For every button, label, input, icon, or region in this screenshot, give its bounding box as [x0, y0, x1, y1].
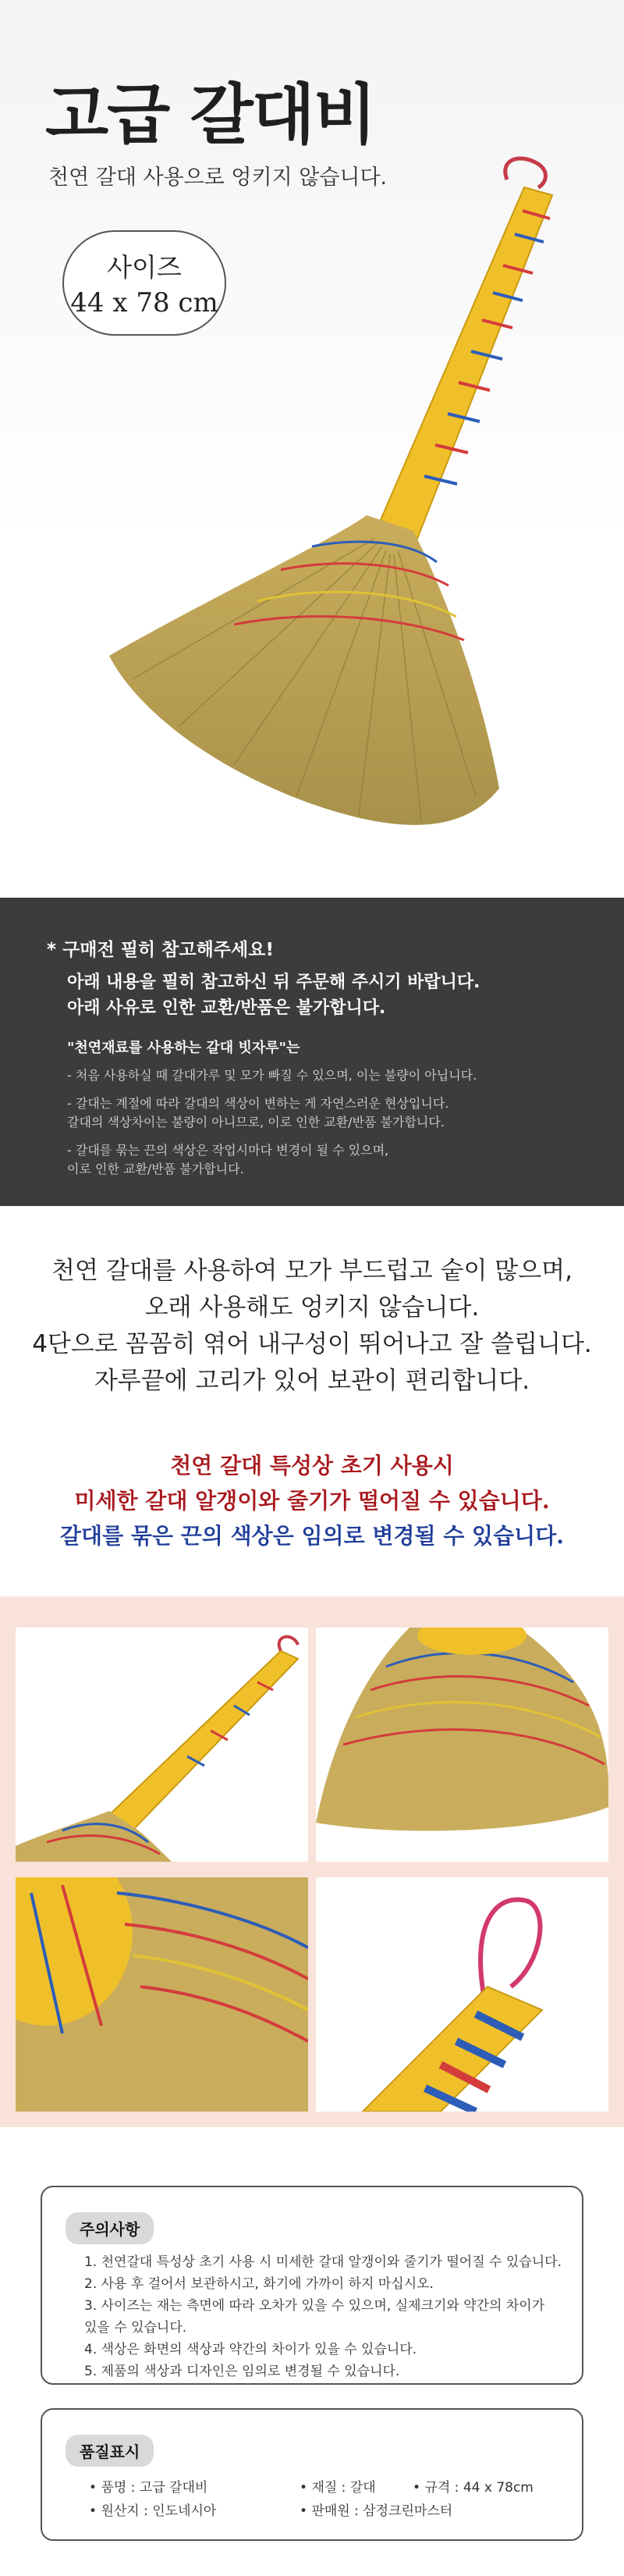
notice-intro-line-1: 아래 내용을 필히 참고하신 뒤 주문해 주시기 바랍니다.: [67, 973, 480, 992]
gallery-photo-handle: [16, 1628, 308, 1862]
photo-gallery: [0, 1596, 624, 2127]
quality-size: • 규격 : 44 x 78cm: [413, 2476, 534, 2496]
warning-text: [0, 1448, 624, 1553]
hero-section: [0, 0, 624, 898]
caution-item: 3. 사이즈는 재는 측면에 따라 오차가 있을 수 있으며, 실제크기와 약간의 차이가 있을 수 있습니다.: [84, 2298, 545, 2336]
caution-box: [41, 2186, 583, 2385]
description-text: [0, 1253, 624, 1400]
product-title: 고급 갈대비: [45, 76, 375, 153]
caution-item: 2. 사용 후 걸어서 보관하시고, 화기에 가까이 하지 마십시오.: [84, 2276, 434, 2292]
quality-info: [89, 2474, 557, 2521]
size-badge: [62, 230, 226, 336]
size-label: 사이즈: [107, 252, 182, 283]
warning-line-3: 갈대를 묶은 끈의 색상은 임의로 변경될 수 있습니다.: [60, 1523, 564, 1549]
quality-origin: • 원산지 : 인도네시아: [89, 2500, 300, 2519]
notice-title: * 구매전 필히 참고해주세요!: [47, 940, 274, 960]
notice-intro-line-2: 아래 사유로 인한 교환/반품은 불가합니다.: [67, 998, 386, 1018]
quality-title: 품질표시: [66, 2435, 154, 2467]
description-line: 천연 갈대를 사용하여 모가 부드럽고 숱이 많으며,: [51, 1257, 573, 1285]
notice-intro: [67, 970, 480, 1021]
description-line: 자루끝에 고리가 있어 보관이 편리합니다.: [94, 1367, 530, 1395]
warning-line-2: 미세한 갈대 알갱이와 줄기가 떨어질 수 있습니다.: [74, 1488, 550, 1514]
gallery-photo-hanging-loop: [316, 1877, 608, 2112]
notice-item: - 갈대는 계절에 따라 갈대의 색상이 변하는 게 자연스러운 현상입니다. 갈대의 색상차이는 불량이 아니므로, 이로 인한 교환/반품 불가합니다.: [67, 1096, 449, 1130]
product-subtitle: 천연 갈대 사용으로 엉키지 않습니다.: [48, 165, 388, 190]
gallery-photo-binding: [16, 1877, 308, 2112]
caution-item: 4. 색상은 화면의 색상과 약간의 차이가 있을 수 있습니다.: [84, 2342, 417, 2357]
warning-line-1: 천연 갈대 특성상 초기 사용시: [170, 1453, 454, 1478]
caution-item: 1. 천연갈대 특성상 초기 사용 시 미세한 갈대 알갱이와 줄기가 떨어질 수 있습니다.: [84, 2254, 562, 2270]
caution-list: [84, 2251, 568, 2382]
caution-item: 5. 제품의 색상과 디자인은 임의로 변경될 수 있습니다.: [84, 2364, 400, 2379]
quality-seller: • 판매원 : 삼정크린마스터: [300, 2500, 452, 2519]
quality-material: • 재질 : 갈대: [300, 2476, 413, 2496]
notice-item: - 갈대를 묶는 끈의 색상은 작업시마다 변경이 될 수 있으며, 이로 인한 교환/반품 불가합니다.: [67, 1143, 389, 1176]
quality-product: • 품명 : 고급 갈대비: [89, 2476, 300, 2496]
notice-subtitle: "천연재료를 사용하는 갈대 빗자루"는: [67, 1040, 300, 1056]
purchase-notice-section: [0, 898, 624, 1206]
caution-title: 주의사항: [66, 2212, 154, 2244]
description-line: 4단으로 꼼꼼히 엮어 내구성이 뛰어나고 잘 쓸립니다.: [32, 1330, 592, 1358]
quality-label-box: [41, 2408, 583, 2541]
notice-item: - 처음 사용하실 때 갈대가루 및 모가 빠질 수 있으며, 이는 불량이 아닙니다.: [67, 1068, 477, 1083]
size-value: 44 x 78 cm: [70, 287, 218, 318]
gallery-photo-bristles: [316, 1628, 608, 1862]
description-section: [0, 1206, 624, 1596]
description-line: 오래 사용해도 엉키지 않습니다.: [144, 1293, 480, 1322]
notice-list: [67, 1066, 597, 1188]
